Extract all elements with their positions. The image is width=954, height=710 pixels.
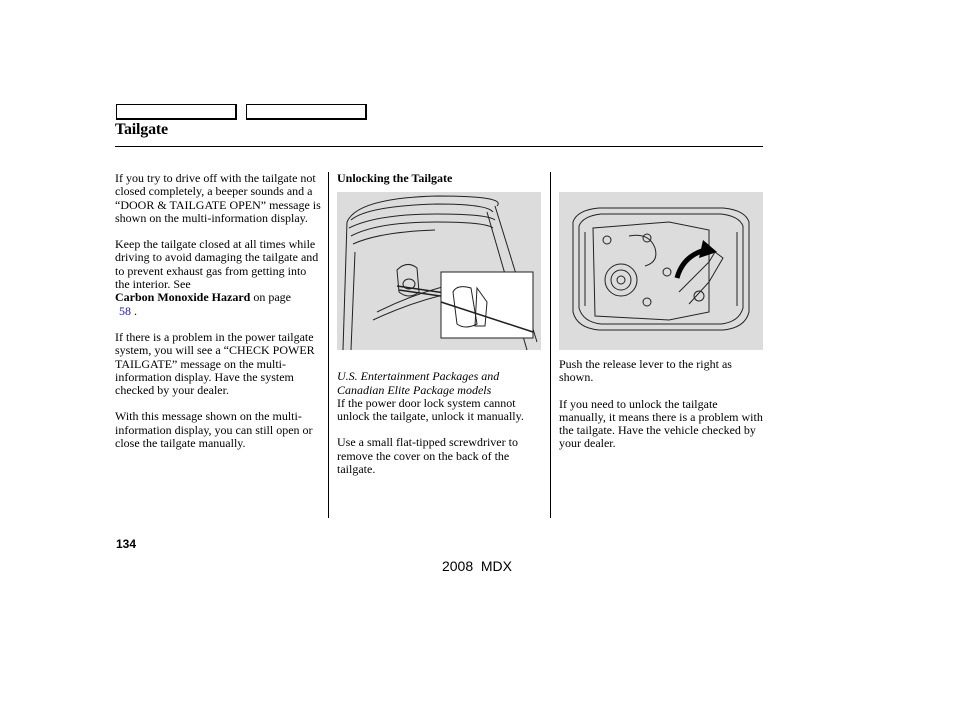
page-58-link[interactable]: 58 bbox=[119, 303, 131, 318]
page-title: Tailgate bbox=[115, 121, 168, 138]
column-1 bbox=[115, 172, 321, 463]
period-text: . bbox=[131, 303, 137, 318]
paragraph-keep-closed bbox=[115, 238, 321, 318]
page-number: 134 bbox=[116, 537, 137, 551]
paragraph-power-tailgate-problem: If there is a problem in the power tailgate system, you will see a “CHECK POWER TAILGATE” message on the multi-information display. Have the system checked by your dealer. bbox=[115, 329, 315, 398]
paragraph-push-lever: Push the release lever to the right as shown. bbox=[559, 357, 732, 385]
paragraph-unlock-manually: If the power door lock system cannot unlock the tailgate, unlock it manually. bbox=[337, 395, 524, 424]
figure-caption: U.S. Entertainment Packages and Canadian Elite Package models bbox=[337, 369, 500, 397]
nav-previous-button[interactable] bbox=[116, 104, 237, 120]
column-3 bbox=[559, 358, 765, 464]
column-divider-1 bbox=[328, 172, 329, 518]
carbon-monoxide-hazard-ref: Carbon Monoxide Hazard bbox=[115, 290, 251, 305]
paragraph-remove-cover: Use a small flat-tipped screwdriver to remove the cover on the back of the tailgate. bbox=[337, 435, 518, 477]
tailgate-cover-illustration bbox=[337, 192, 541, 350]
paragraph-manual-operation: With this message shown on the multi-information display, you can still open or close the tailgate manually. bbox=[115, 409, 313, 451]
paragraph-tailgate-warning: If you try to drive off with the tailgate not closed completely, a beeper sounds and a “DOOR & TAILGATE OPEN” message is shown on the multi-information display. bbox=[115, 171, 321, 225]
paragraph-dealer-check: If you need to unlock the tailgate manually, it means there is a problem with the tailgate. Have the vehicle checked by your dealer. bbox=[559, 396, 763, 451]
section-heading: Unlocking the Tailgate bbox=[337, 171, 453, 185]
column-divider-2 bbox=[550, 172, 551, 518]
on-page-text: on page bbox=[250, 290, 291, 305]
keep-closed-text: Keep the tailgate closed at all times while driving to avoid damaging the tailgate and to prevent exhaust gas from getting into the interior. See bbox=[115, 237, 319, 292]
title-divider bbox=[115, 146, 763, 147]
nav-next-button[interactable] bbox=[246, 104, 367, 120]
footer-model: 2008 MDX bbox=[441, 558, 513, 574]
release-lever-illustration bbox=[559, 192, 763, 350]
